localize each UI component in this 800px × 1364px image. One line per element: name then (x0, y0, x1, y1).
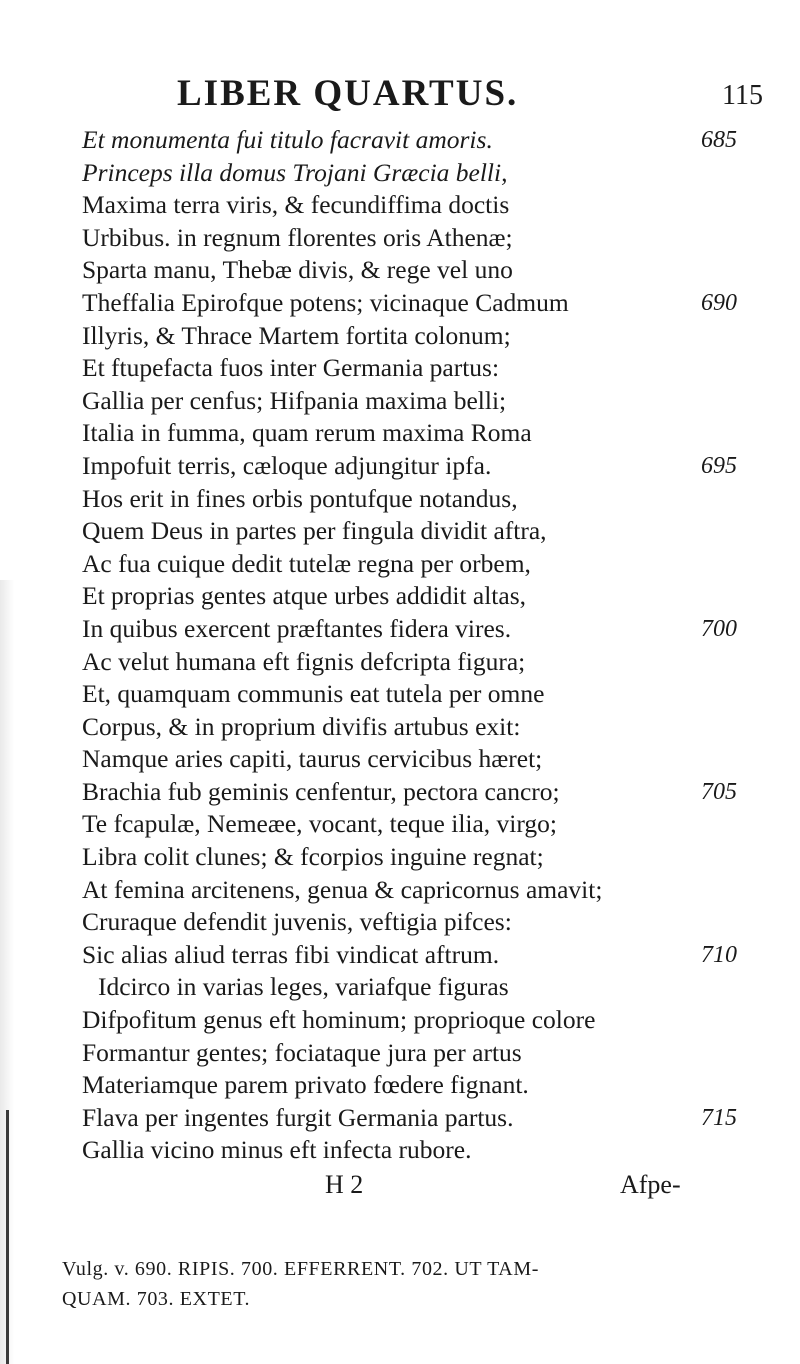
verse-line (0, 711, 800, 744)
verse-text: Libra colit clunes; & fcorpios inguine regnat; (82, 842, 544, 872)
verse-line (0, 450, 800, 483)
verse-line (0, 320, 800, 353)
verse-line (0, 874, 800, 907)
verse-text: Italia in fumma, quam rerum maxima Roma (82, 418, 532, 448)
verse-text: Impofuit terris, cæloque adjungitur ipfa. (82, 450, 492, 480)
running-head: LIBER QUARTUS. (177, 73, 519, 114)
verse-line (0, 646, 800, 679)
verse-line (0, 1134, 800, 1167)
verse-line (0, 1102, 800, 1135)
verse-text: Sic alias aliud terras fibi vindicat aftrum. (82, 939, 500, 969)
verse-line (0, 808, 800, 841)
verse-text: At femina arcitenens, genua & capricornus amavit; (82, 874, 603, 904)
verse-text: Et monumenta fui titulo facravit amoris. (82, 125, 493, 154)
verse-text: Materiamque parem privato fœdere fignant. (82, 1070, 529, 1100)
verse-line (0, 580, 800, 613)
variant-notes (62, 1254, 782, 1314)
line-number: 685 (701, 127, 737, 153)
verse-line (0, 483, 800, 516)
verse-text: Quem Deus in partes per fingula dividit aftra, (82, 516, 547, 546)
verse-line (0, 971, 800, 1004)
verse-line (0, 254, 800, 287)
verse-text: Gallia vicino minus eft infecta rubore. (82, 1135, 472, 1165)
line-number: 705 (701, 778, 737, 805)
verse-text: Urbibus. in regnum florentes oris Athenæ; (82, 222, 513, 252)
verse-text: Difpofitum genus eft hominum; proprioque colore (82, 1005, 596, 1035)
page-header (0, 72, 800, 112)
verse-text: Gallia per cenfus; Hifpania maxima belli; (82, 385, 507, 415)
catchline-block (0, 1168, 800, 1202)
verse-line (0, 678, 800, 711)
variant-note-line: QUAM. 703. EXTET. (62, 1288, 251, 1310)
verse-text: Illyris, & Thrace Martem fortita colonum; (82, 320, 511, 350)
page-number: 115 (722, 80, 763, 111)
verse-text: Brachia fub geminis cenfentur, pectora cancro; (82, 776, 560, 806)
verse-line (0, 515, 800, 548)
line-number: 710 (701, 941, 737, 968)
line-number: 695 (701, 452, 737, 479)
verse-line (0, 548, 800, 581)
verse-text: Ac fua cuique dedit tutelæ regna per orbem, (82, 548, 531, 578)
verse-line (0, 287, 800, 320)
verse-line (0, 124, 800, 157)
verse-line (0, 776, 800, 809)
verse-text: Et, quamquam communis eat tutela per omne (82, 679, 545, 709)
verse-line (0, 352, 800, 385)
verse-line (0, 157, 800, 190)
verse-text: Idcirco in varias leges, variafque figuras (98, 972, 509, 1002)
line-number: 715 (701, 1104, 737, 1131)
line-number: 690 (701, 289, 737, 316)
line-number: 700 (701, 615, 737, 642)
verse-line (0, 1004, 800, 1037)
verse-text: Sparta manu, Thebæ divis, & rege vel uno (82, 255, 513, 285)
verse-line (0, 841, 800, 874)
verse-text: Princeps illa domus Trojani Græcia belli, (82, 157, 508, 187)
verse-line (0, 1037, 800, 1070)
verse-text: Te fcapulæ, Nemeæe, vocant, teque ilia, virgo; (82, 809, 558, 839)
verse-block (0, 124, 800, 1167)
verse-text: Cruraque defendit juvenis, veftigia pifces: (82, 907, 512, 937)
signature-mark: H 2 (325, 1170, 364, 1199)
verse-text: Hos erit in fines orbis pontufque notandus, (82, 483, 518, 513)
verse-text: Et ftupefacta fuos inter Germania partus: (82, 353, 500, 383)
verse-text: Et proprias gentes atque urbes addidit altas, (82, 581, 526, 611)
verse-line (0, 222, 800, 255)
verse-line (0, 939, 800, 972)
verse-text: Formantur gentes; fociataque jura per artus (82, 1037, 522, 1067)
verse-text: Namque aries capiti, taurus cervicibus hæret; (82, 744, 543, 774)
verse-line (0, 417, 800, 450)
verse-line (0, 906, 800, 939)
verse-text: Maxima terra viris, & fecundiffima doctis (82, 190, 510, 220)
verse-line (0, 613, 800, 646)
verse-line (0, 1069, 800, 1102)
verse-text: Flava per ingentes furgit Germania partus. (82, 1102, 514, 1132)
verse-line (0, 385, 800, 418)
catchline (0, 1168, 800, 1202)
variant-note-line: Vulg. v. 690. RIPIS. 700. EFFERRENT. 702. UT TAM- (62, 1258, 539, 1280)
verse-line (0, 743, 800, 776)
verse-text: Theffalia Epirofque potens; vicinaque Cadmum (82, 287, 569, 317)
verse-line (0, 189, 800, 222)
verse-text: Corpus, & in proprium divifis artubus exit: (82, 711, 521, 741)
verse-text: In quibus exercent præftantes fidera vires. (82, 613, 512, 643)
verse-text: Ac velut humana eft fignis defcripta figura; (82, 646, 526, 676)
catchword: Afpe- (620, 1170, 681, 1199)
